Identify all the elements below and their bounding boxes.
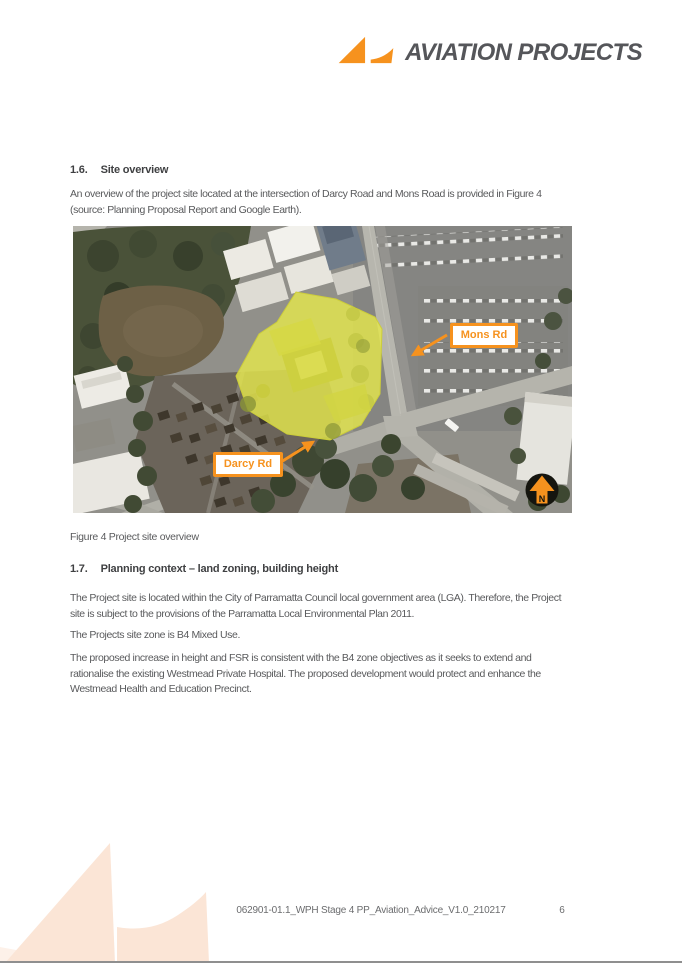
section-title: Planning context – land zoning, building height [100, 563, 339, 575]
paragraph-line: (source: Planning Proposal Report and Google Earth). [70, 203, 302, 216]
brand-name: AVIATION PROJECTS [405, 39, 642, 66]
section-number: 1.7. [70, 563, 88, 575]
section-1-7-paragraph-3 [70, 651, 630, 698]
footer-page-number: 6 [559, 905, 565, 916]
section-title: Site overview [100, 164, 169, 176]
paragraph-line: The Projects site zone is B4 Mixed Use. [70, 629, 240, 641]
logo-wing-icon [337, 34, 395, 66]
watermark-logo [0, 835, 215, 964]
figure-caption: Figure 4 Project site overview [70, 531, 199, 543]
section-1-7-paragraph-2 [70, 628, 630, 644]
paragraph-line: The proposed increase in height and FSR is consistent with the B4 zone objectives as it seeks to extend and [70, 652, 532, 664]
section-heading-1-6 [70, 164, 168, 176]
north-letter: N [538, 494, 546, 504]
north-arrow [526, 474, 559, 507]
paragraph-line: An overview of the project site located at the intersection of Darcy Road and Mons Road is provided in Figure 4 [70, 188, 542, 200]
section-1-7-paragraph-1 [70, 591, 630, 622]
figure-4-map [73, 226, 572, 513]
section-number: 1.6. [70, 164, 88, 176]
paragraph-line: site is subject to the provisions of the Parramatta Local Environmental Plan 2011. [70, 607, 415, 620]
darcy-rd-label: Darcy Rd [213, 452, 283, 477]
footer-document-reference: 062901-01.1_WPH Stage 4 PP_Aviation_Advice_V1.0_210217 [236, 905, 506, 916]
section-1-6-paragraph [70, 187, 630, 218]
section-heading-1-7 [70, 563, 338, 575]
mons-rd-label: Mons Rd [450, 323, 518, 348]
paragraph-line: Westmead Health and Education Precinct. [70, 683, 252, 695]
paragraph-line: The Project site is located within the City of Parramatta Council local government area (LGA). Therefore, the Project [70, 592, 562, 604]
aviation-projects-logo [337, 34, 642, 66]
page-bottom-edge [0, 961, 682, 963]
satellite-map-image [73, 226, 572, 513]
paragraph-line: rationalise the existing Westmead Private Hospital. The proposed development would protect and enhance the [70, 667, 541, 680]
